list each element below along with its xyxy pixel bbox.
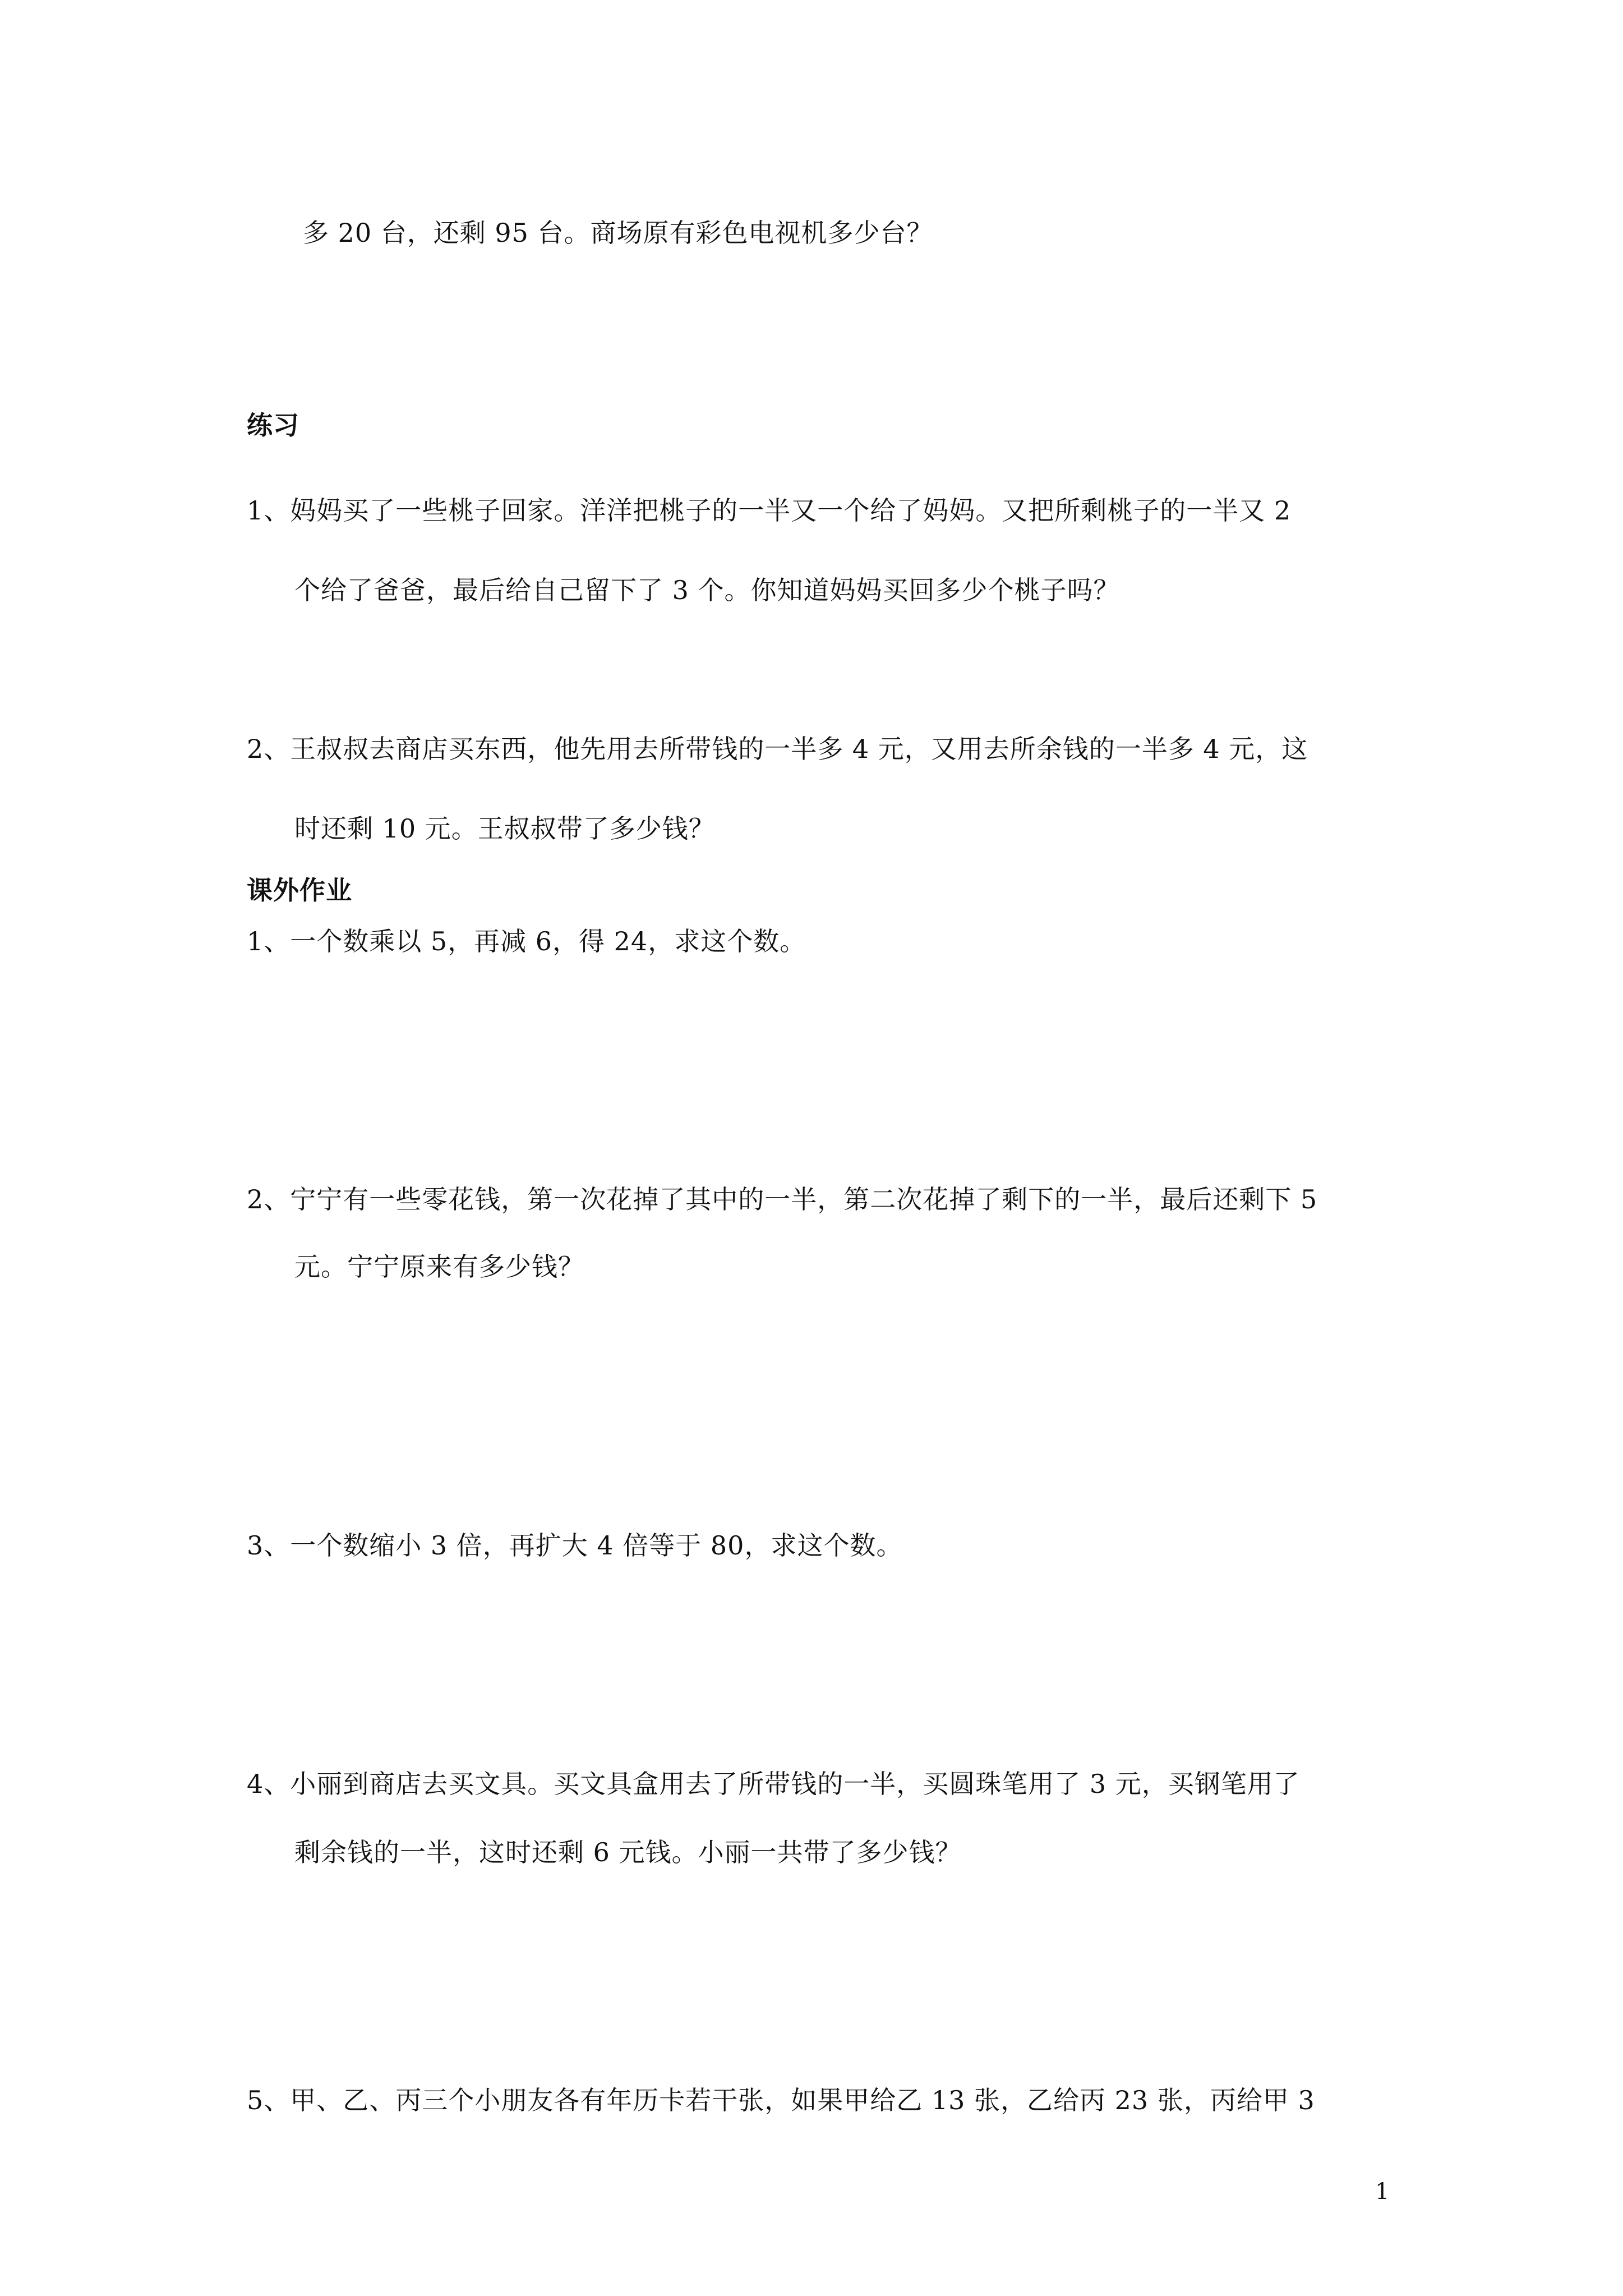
practice-question-1-line-2: 个给了爸爸，最后给自己留下了 3 个。你知道妈妈买回多少个桃子吗？ [294, 575, 1120, 605]
homework-question-5-line-1: 5、甲、乙、丙三个小朋友各有年历卡若干张，如果甲给乙 13 张，乙给丙 23 张，丙给甲 3 [247, 2085, 1315, 2115]
homework-question-1: 1、一个数乘以 5，再减 6，得 24，求这个数。 [247, 926, 806, 956]
homework-question-4-line-2: 剩余钱的一半，这时还剩 6 元钱。小丽一共带了多少钱？ [294, 1837, 962, 1867]
practice-heading: 练习 [247, 410, 299, 440]
homework-question-3: 3、一个数缩小 3 倍，再扩大 4 倍等于 80，求这个数。 [247, 1530, 903, 1561]
homework-heading: 课外作业 [247, 875, 352, 905]
practice-question-2-line-2: 时还剩 10 元。王叔叔带了多少钱？ [294, 813, 715, 844]
continuation-line: 多 20 台，还剩 95 台。商场原有彩色电视机多少台？ [303, 218, 933, 248]
page-number: 1 [1375, 2179, 1390, 2205]
practice-question-1-line-1: 1、妈妈买了一些桃子回家。洋洋把桃子的一半又一个给了妈妈。又把所剩桃子的一半又 2 [247, 495, 1292, 526]
practice-question-2-line-1: 2、王叔叔去商店买东西，他先用去所带钱的一半多 4 元，又用去所余钱的一半多 4 元，这 [247, 734, 1308, 764]
homework-question-2-line-2: 元。宁宁原来有多少钱？ [294, 1251, 584, 1282]
homework-question-4-line-1: 4、小丽到商店去买文具。买文具盒用去了所带钱的一半，买圆珠笔用了 3 元，买钢笔用了 [247, 1769, 1300, 1799]
homework-question-2-line-1: 2、宁宁有一些零花钱，第一次花掉了其中的一半，第二次花掉了剩下的一半，最后还剩下 5 [247, 1184, 1318, 1214]
